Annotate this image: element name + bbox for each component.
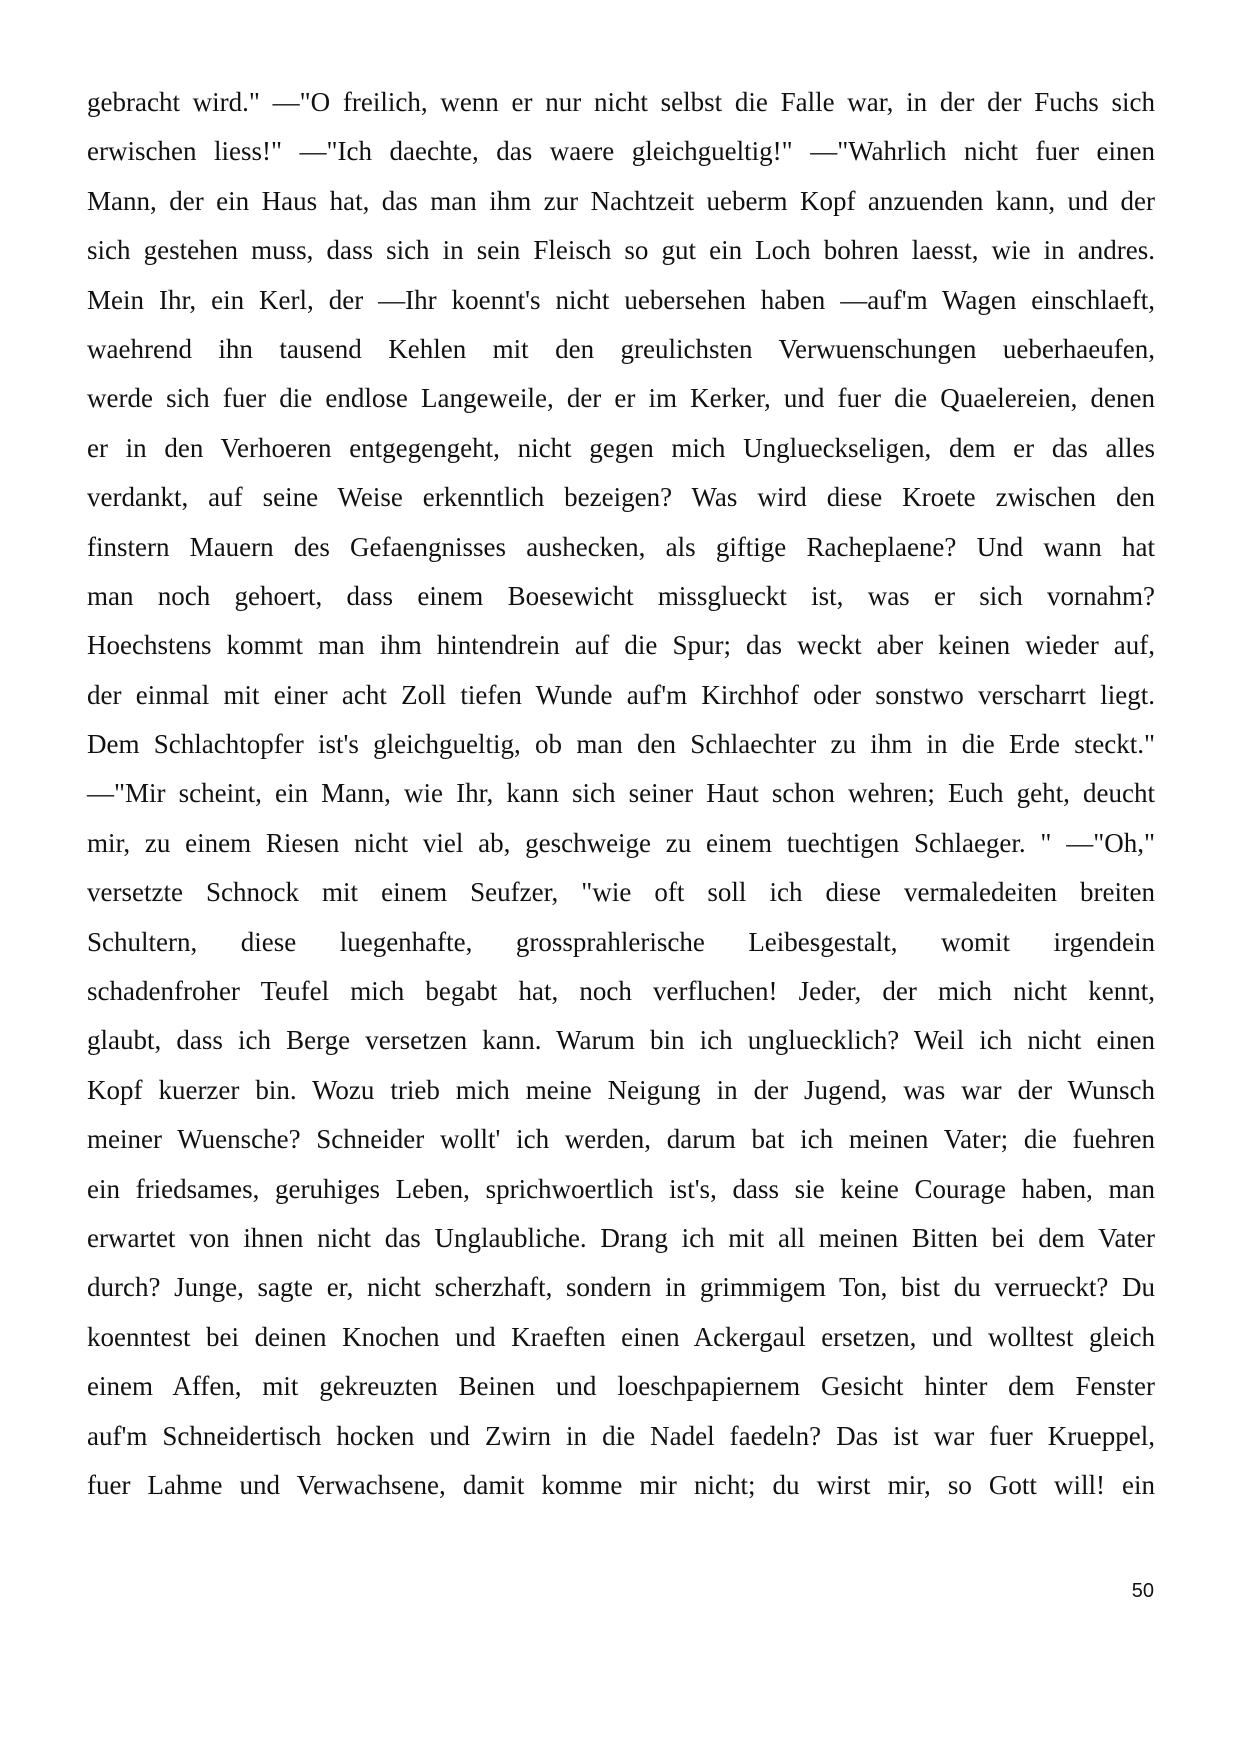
text-line: werde sich fuer die endlose Langeweile, der er im Kerker, und fuer die Quaelereien, denen (87, 383, 1155, 414)
text-line: —"Mir scheint, ein Mann, wie Ihr, kann sich seiner Haut schon wehren; Euch geht, deucht (87, 778, 1155, 809)
text-line: Kopf kuerzer bin. Wozu trieb mich meine Neigung in der Jugend, was war der Wunsch (87, 1074, 1155, 1105)
text-line: Dem Schlachtopfer ist's gleichgueltig, ob man den Schlaechter zu ihm in die Erde steckt." (87, 729, 1155, 760)
text-line: sich gestehen muss, dass sich in sein Fleisch so gut ein Loch bohren laesst, wie in andres. (87, 235, 1155, 266)
text-line: Hoechstens kommt man ihm hintendrein auf die Spur; das weckt aber keinen wieder auf, (87, 630, 1155, 661)
text-line: fuer Lahme und Verwachsene, damit komme mir nicht; du wirst mir, so Gott will! ein (87, 1469, 1155, 1500)
text-line: waehrend ihn tausend Kehlen mit den greulichsten Verwuenschungen ueberhaeufen, (87, 333, 1155, 364)
text-line: Mann, der ein Haus hat, das man ihm zur Nachtzeit ueberm Kopf anzuenden kann, und der (87, 185, 1155, 216)
page-number: 50 (1131, 1580, 1154, 1602)
text-line: versetzte Schnock mit einem Seufzer, "wie oft soll ich diese vermaledeiten breiten (87, 877, 1155, 908)
text-line: koenntest bei deinen Knochen und Kraeften einen Ackergaul ersetzen, und wolltest gleich (87, 1321, 1155, 1352)
text-line: erwartet von ihnen nicht das Unglaubliche. Drang ich mit all meinen Bitten bei dem Vater (87, 1222, 1155, 1253)
text-line: gebracht wird." —"O freilich, wenn er nur nicht selbst die Falle war, in der der Fuchs sich (87, 87, 1155, 117)
text-line: schadenfroher Teufel mich begabt hat, noch verfluchen! Jeder, der mich nicht kennt, (87, 976, 1155, 1007)
text-line: Schultern, diese luegenhafte, grossprahlerische Leibesgestalt, womit irgendein (87, 926, 1155, 957)
text-line: glaubt, dass ich Berge versetzen kann. Warum bin ich ungluecklich? Weil ich nicht einen (87, 1025, 1155, 1056)
text-line: auf'm Schneidertisch hocken und Zwirn in die Nadel faedeln? Das ist war fuer Krueppel, (87, 1420, 1155, 1451)
text-line: erwischen liess!" —"Ich daechte, das waere gleichgueltig!" —"Wahrlich nicht fuer einen (87, 136, 1155, 167)
text-line: mir, zu einem Riesen nicht viel ab, geschweige zu einem tuechtigen Schlaeger. " —"Oh," (87, 827, 1155, 858)
text-line: meiner Wuensche? Schneider wollt' ich werden, darum bat ich meinen Vater; die fuehren (87, 1124, 1155, 1155)
text-line: finstern Mauern des Gefaengnisses aushecken, als giftige Racheplaene? Und wann hat (87, 531, 1155, 562)
text-line: ein friedsames, geruhiges Leben, sprichwoertlich ist's, dass sie keine Courage haben, man (87, 1173, 1155, 1204)
text-line: man noch gehoert, dass einem Boesewicht missglueckt ist, was er sich vornahm? (87, 580, 1155, 611)
text-line: er in den Verhoeren entgegengeht, nicht gegen mich Unglueckseligen, dem er das alles (87, 432, 1155, 463)
text-line: Mein Ihr, ein Kerl, der —Ihr koennt's nicht uebersehen haben —auf'm Wagen einschlaeft, (87, 284, 1155, 315)
text-line: verdankt, auf seine Weise erkenntlich bezeigen? Was wird diese Kroete zwischen den (87, 482, 1155, 513)
text-line: durch? Junge, sagte er, nicht scherzhaft, sondern in grimmigem Ton, bist du verrueckt? Du (87, 1272, 1155, 1303)
text-line: einem Affen, mit gekreuzten Beinen und loeschpapiernem Gesicht hinter dem Fenster (87, 1371, 1155, 1402)
text-line: der einmal mit einer acht Zoll tiefen Wunde auf'm Kirchhof oder sonstwo verscharrt liegt. (87, 679, 1155, 710)
body-text (87, 78, 1155, 1510)
